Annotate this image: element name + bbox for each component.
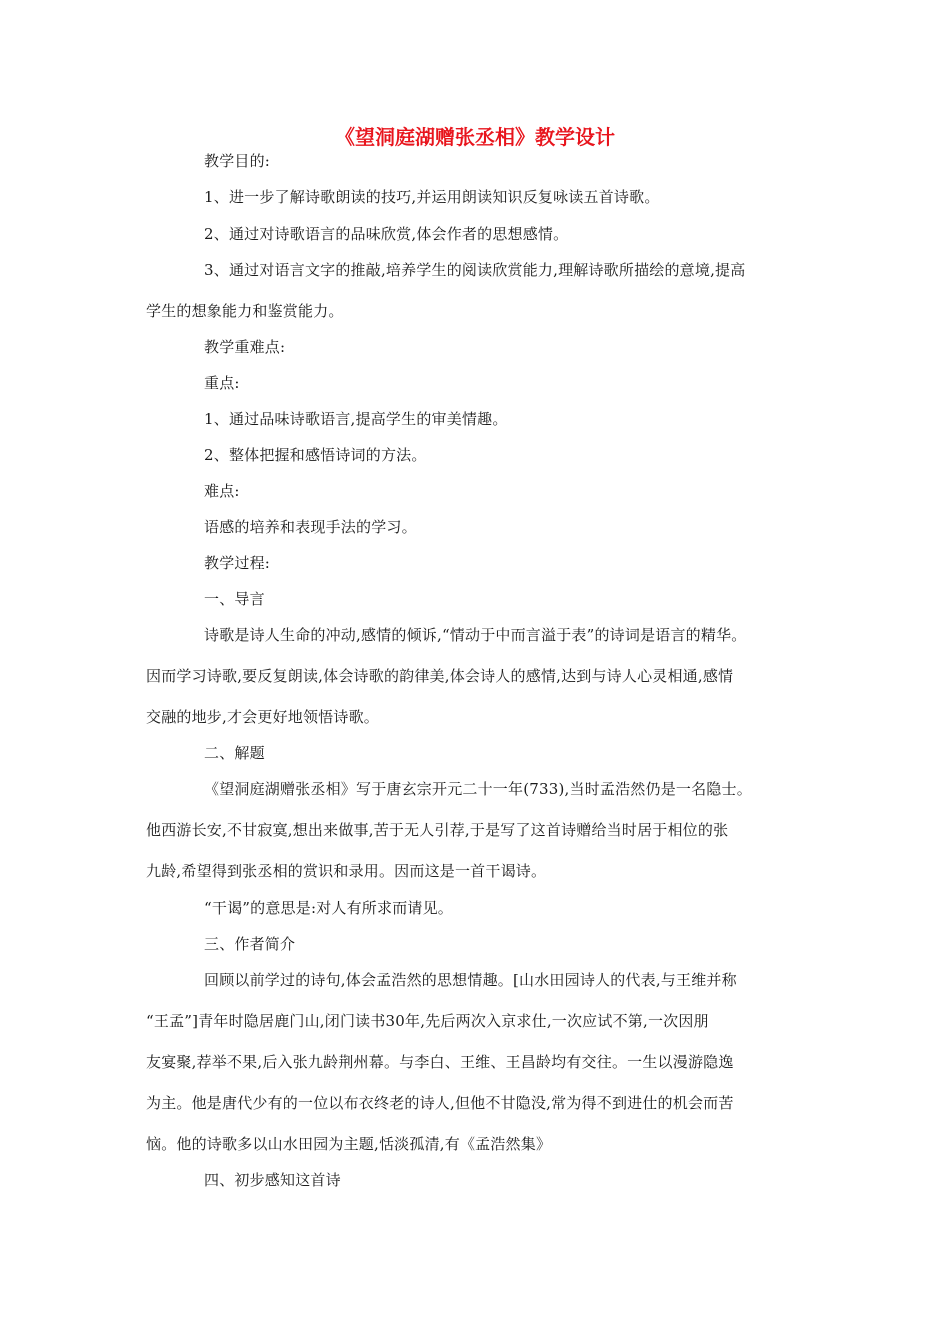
section-4-heading: 四、初步感知这首诗	[204, 1171, 341, 1189]
section-2-line-2: 他西游长安,不甘寂寞,想出来做事,苦于无人引荐,于是写了这首诗赠给当时居于相位的张	[146, 821, 729, 839]
focus-item-1: 1、通过品味诗歌语言,提高学生的审美情趣。	[204, 410, 508, 428]
section-3-heading: 三、作者简介	[204, 935, 296, 953]
objectives-heading: 教学目的:	[204, 152, 271, 170]
objective-1: 1、进一步了解诗歌朗读的技巧,并运用朗读知识反复咏读五首诗歌。	[204, 188, 660, 206]
section-2-line-1: 《望洞庭湖赠张丞相》写于唐玄宗开元二十一年(733),当时孟浩然仍是一名隐士。	[204, 780, 752, 798]
section-2-line-3: 九龄,希望得到张丞相的赏识和录用。因而这是一首干谒诗。	[146, 862, 547, 880]
section-3-line-4: 为主。他是唐代少有的一位以布衣终老的诗人,但他不甘隐没,常为得不到进仕的机会而苦	[146, 1094, 734, 1112]
objective-3-line-1: 3、通过对语言文字的推敲,培养学生的阅读欣赏能力,理解诗歌所描绘的意境,提高	[204, 261, 746, 279]
section-3-line-2: “王孟”]青年时隐居鹿门山,闭门读书30年,先后两次入京求仕,一次应试不第,一次因朋	[146, 1012, 709, 1030]
objective-3-line-2: 学生的想象能力和鉴赏能力。	[146, 302, 344, 320]
objective-2: 2、通过对诗歌语言的品味欣赏,体会作者的思想感情。	[204, 225, 569, 243]
section-2-line-4: “干谒”的意思是:对人有所求而请见。	[204, 899, 453, 917]
difficulty-heading: 难点:	[204, 482, 240, 500]
section-3-line-3: 友宴聚,荐举不果,后入张九龄荆州幕。与李白、王维、王昌龄均有交往。一生以漫游隐逸	[146, 1053, 734, 1071]
section-1-line-1: 诗歌是诗人生命的冲动,感情的倾诉,“情动于中而言溢于表”的诗词是语言的精华。	[204, 626, 747, 644]
section-1-line-2: 因而学习诗歌,要反复朗读,体会诗歌的韵律美,体会诗人的感情,达到与诗人心灵相通,感情	[146, 667, 734, 685]
difficulty-text: 语感的培养和表现手法的学习。	[204, 518, 417, 536]
section-3-line-1: 回顾以前学过的诗句,体会孟浩然的思想情趣。[山水田园诗人的代表,与王维并称	[204, 971, 737, 989]
document-title: 《望洞庭湖赠张丞相》教学设计	[335, 125, 615, 149]
focus-heading: 重点:	[204, 374, 240, 392]
process-heading: 教学过程:	[204, 554, 271, 572]
focus-item-2: 2、整体把握和感悟诗词的方法。	[204, 446, 427, 464]
section-2-heading: 二、解题	[204, 744, 265, 762]
section-3-line-5: 恼。他的诗歌多以山水田园为主题,恬淡孤清,有《孟浩然集》	[146, 1135, 552, 1153]
section-1-line-3: 交融的地步,才会更好地领悟诗歌。	[146, 708, 379, 726]
section-1-heading: 一、导言	[204, 590, 265, 608]
key-points-heading: 教学重难点:	[204, 338, 286, 356]
